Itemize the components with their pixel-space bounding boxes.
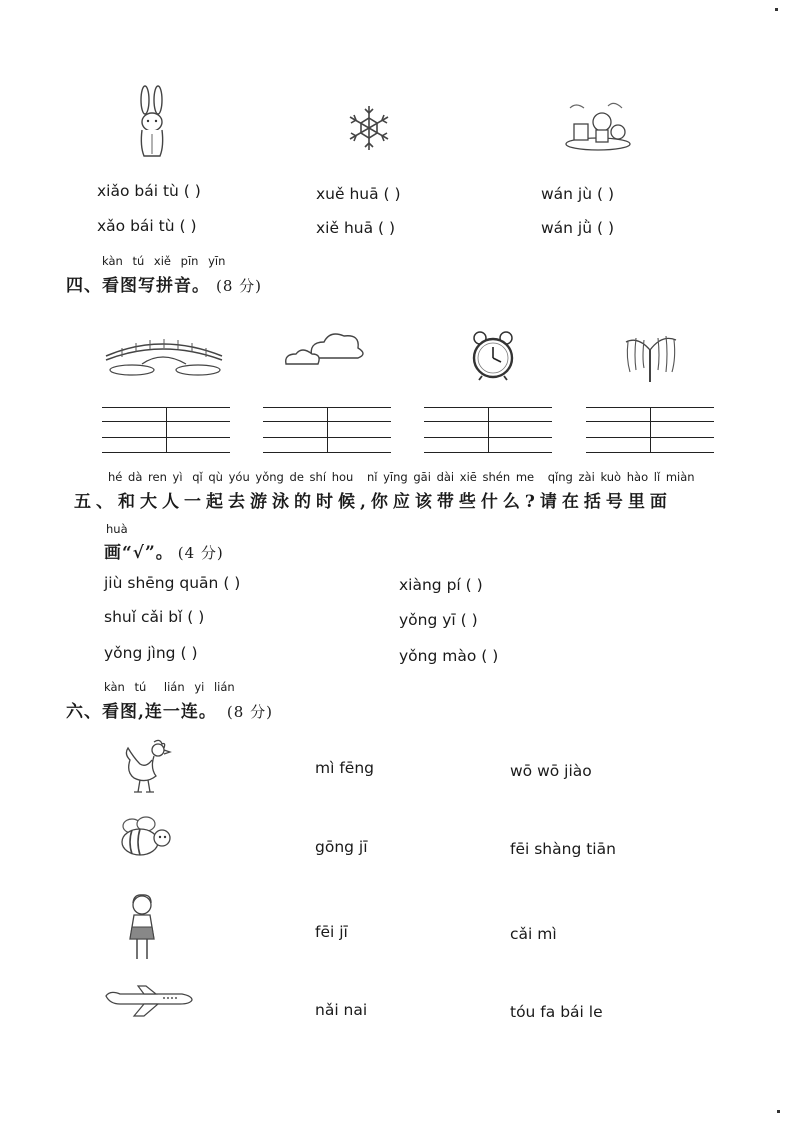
writing-grid[interactable] <box>263 407 391 453</box>
pinyin-syllable: miàn <box>665 470 695 484</box>
pinyin-syllable: de <box>289 470 304 484</box>
toys-icon <box>562 100 634 158</box>
choice-option <box>316 219 410 237</box>
pinyin-syllable: yǒng <box>255 470 284 484</box>
bridge-icon <box>102 330 226 382</box>
pinyin-syllable: shén <box>482 470 511 484</box>
pinyin-syllable: hou <box>331 470 354 484</box>
pinyin-text: xǎo bái tù <box>97 217 175 235</box>
answer-bracket[interactable]: ( ) <box>223 574 241 592</box>
match-word-right[interactable]: wō wō jiào <box>510 762 592 780</box>
pinyin-syllable: qǐng <box>547 470 573 484</box>
pinyin-syllable: yīn <box>208 254 226 268</box>
pinyin-syllable: me <box>515 470 535 484</box>
cloud-icon <box>282 328 368 374</box>
pinyin-syllable: xiě <box>153 254 171 268</box>
choice-option <box>104 608 219 626</box>
section-score: (4 分) <box>177 544 224 562</box>
title-pinyin <box>104 680 235 694</box>
choice-option <box>399 647 513 665</box>
clock-icon <box>470 330 516 386</box>
writing-grid[interactable] <box>424 407 552 453</box>
pinyin-syllable: gāi <box>413 470 431 484</box>
pinyin-syllable: kàn <box>102 254 123 268</box>
match-word-middle[interactable]: fēi jī <box>315 923 348 941</box>
section-heading <box>66 697 273 722</box>
pinyin-text: wán jù <box>541 185 593 203</box>
answer-bracket[interactable]: ( ) <box>460 611 478 629</box>
match-word-right[interactable]: cǎi mì <box>510 925 557 943</box>
pinyin-syllable: dà <box>128 470 143 484</box>
section-title: 六、看图,连一连。 <box>66 702 217 722</box>
answer-bracket[interactable]: ( ) <box>179 217 197 235</box>
scan-mark <box>777 1110 780 1113</box>
choice-option <box>541 219 629 237</box>
pinyin-syllable: qù <box>208 470 223 484</box>
answer-bracket[interactable]: ( ) <box>378 219 396 237</box>
answer-bracket[interactable]: ( ) <box>597 185 615 203</box>
title-pinyin-line <box>108 470 695 484</box>
pinyin-text: xiǎo bái tù <box>97 182 179 200</box>
pinyin-syllable: pīn <box>180 254 199 268</box>
match-word-right[interactable]: fēi shàng tiān <box>510 840 616 858</box>
pinyin-syllable: dài <box>436 470 455 484</box>
section-score: (8 分) <box>216 277 263 295</box>
pinyin-text: xiàng pí <box>399 576 461 594</box>
writing-grid[interactable] <box>586 407 714 453</box>
pinyin-syllable: yóu <box>228 470 250 484</box>
snowflake-icon <box>346 104 392 156</box>
pinyin-syllable: hé <box>108 470 123 484</box>
section-heading <box>66 271 262 296</box>
answer-bracket[interactable]: ( ) <box>481 647 499 665</box>
choice-option <box>541 185 629 203</box>
pinyin-text: yǒng yī <box>399 611 456 629</box>
choice-option <box>97 217 212 235</box>
answer-bracket[interactable]: ( ) <box>465 576 483 594</box>
pinyin-syllable: shí <box>309 470 327 484</box>
airplane-icon[interactable] <box>104 986 194 1020</box>
pinyin-text: xuě huā <box>316 185 379 203</box>
pinyin-syllable: tú <box>134 680 147 694</box>
choice-option <box>399 611 493 629</box>
choice-option <box>97 182 216 200</box>
bee-icon[interactable] <box>118 816 174 864</box>
pinyin-text: yǒng mào <box>399 647 477 665</box>
answer-bracket[interactable]: ( ) <box>383 185 401 203</box>
section-heading-line2 <box>104 538 224 563</box>
answer-bracket[interactable]: ( ) <box>187 608 205 626</box>
title-pinyin: huà <box>106 522 128 536</box>
writing-grid[interactable] <box>102 407 230 453</box>
section-score: (8 分) <box>226 703 273 721</box>
pinyin-syllable: zài <box>578 470 595 484</box>
section-title-continued: 画“√”。 <box>104 543 174 563</box>
choice-option <box>316 185 416 203</box>
pinyin-syllable: nǐ <box>366 470 378 484</box>
pinyin-syllable: qǐ <box>192 470 203 484</box>
answer-bracket[interactable]: ( ) <box>180 644 198 662</box>
pinyin-syllable: yīng <box>383 470 408 484</box>
section-title: 五、和大人一起去游泳的时候,你应该带些什么?请在括号里面 <box>74 492 672 512</box>
title-pinyin <box>102 254 225 268</box>
match-word-middle[interactable]: gōng jī <box>315 838 368 856</box>
pinyin-text: xiě huā <box>316 219 374 237</box>
pinyin-syllable: xiē <box>459 470 477 484</box>
match-word-middle[interactable]: nǎi nai <box>315 1001 368 1019</box>
pinyin-syllable: hào <box>626 470 649 484</box>
pinyin-syllable: kuò <box>600 470 622 484</box>
choice-option <box>104 644 212 662</box>
grandmother-icon[interactable] <box>124 893 160 967</box>
choice-option <box>104 574 255 592</box>
pinyin-syllable: lián <box>213 680 235 694</box>
pinyin-syllable: lǐ <box>653 470 661 484</box>
pinyin-syllable: yi <box>194 680 205 694</box>
pinyin-syllable: tú <box>132 254 145 268</box>
pinyin-text: yǒng jìng <box>104 644 176 662</box>
pinyin-syllable: yì <box>172 470 183 484</box>
section-title: 四、看图写拼音。 <box>66 276 210 296</box>
pinyin-text: shuǐ cǎi bǐ <box>104 608 183 626</box>
rooster-icon[interactable] <box>120 738 180 798</box>
pinyin-syllable: kàn <box>104 680 125 694</box>
answer-bracket[interactable]: ( ) <box>183 182 201 200</box>
pinyin-text: jiù shēng quān <box>104 574 219 592</box>
answer-bracket[interactable]: ( ) <box>597 219 615 237</box>
match-word-middle[interactable]: mì fēng <box>315 759 374 777</box>
choice-option <box>399 576 498 594</box>
pinyin-text: wán jǜ <box>541 219 593 237</box>
match-word-right[interactable]: tóu fa bái le <box>510 1003 603 1021</box>
scan-mark <box>775 8 778 11</box>
rabbit-icon <box>130 84 174 164</box>
pinyin-syllable: lián <box>163 680 185 694</box>
willow-icon <box>618 328 682 388</box>
pinyin-syllable: ren <box>148 470 167 484</box>
